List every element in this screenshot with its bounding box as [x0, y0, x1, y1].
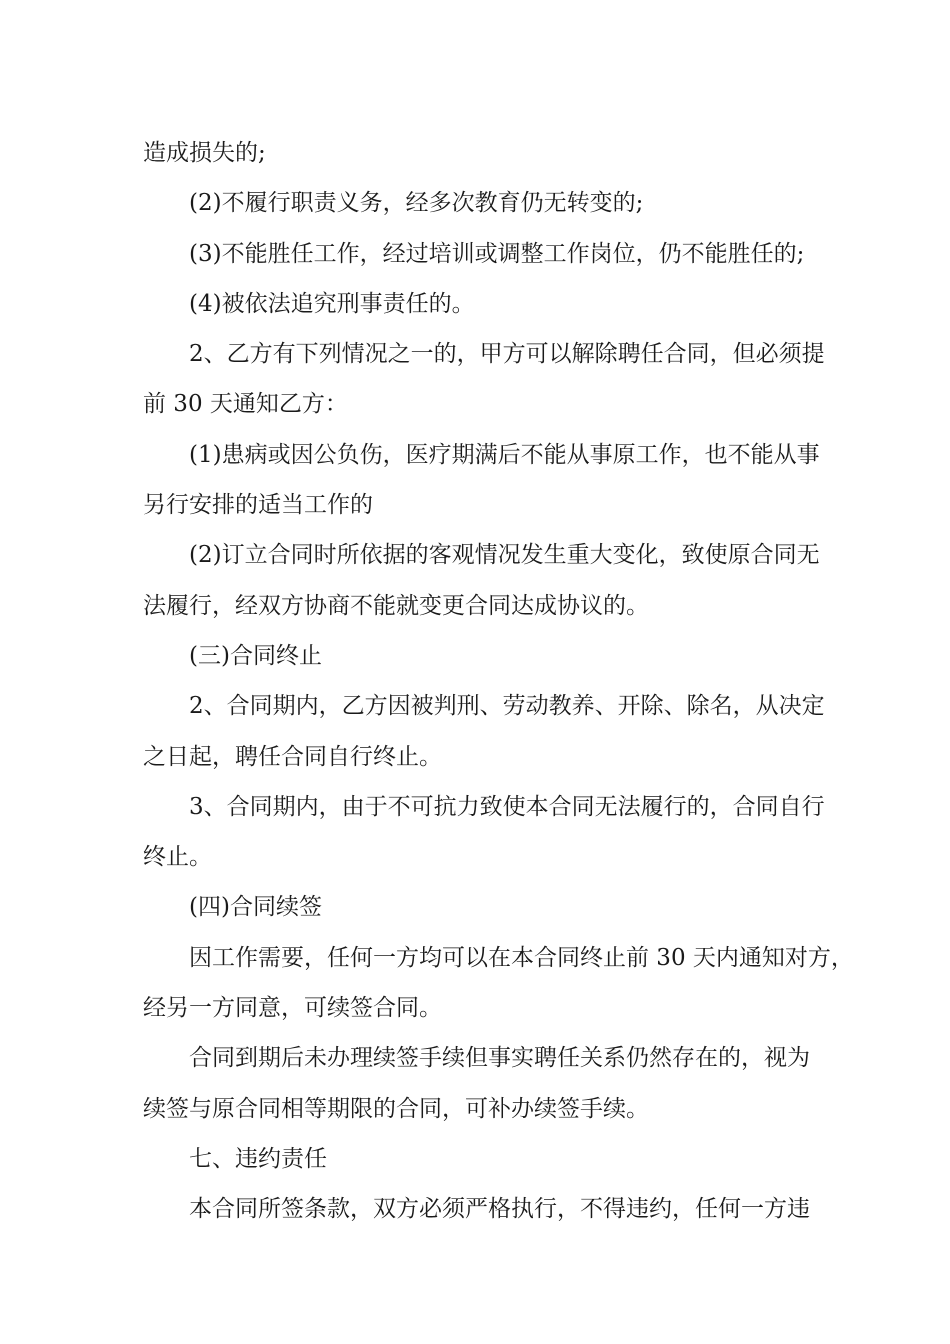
text-line: (4)被依法追究刑事责任的。: [189, 290, 475, 317]
text-line: (1)患病或因公负伤，医疗期满后不能从事原工作，也不能从事: [189, 441, 820, 468]
text-line: 造成损失的;: [143, 140, 266, 166]
text-line: 本合同所签条款，双方必须严格执行，不得违约，任何一方违: [189, 1196, 810, 1223]
text-line: (2)不履行职责义务，经多次教育仍无转变的;: [189, 190, 644, 217]
text-line: 另行安排的适当工作的: [143, 492, 373, 519]
text-line: 3、合同期内，由于不可抗力致使本合同无法履行的，合同自行: [189, 793, 825, 820]
text-line: (3)不能胜任工作，经过培训或调整工作岗位，仍不能胜任的;: [189, 240, 805, 267]
text-line: 之日起，聘任合同自行终止。: [143, 743, 442, 770]
text-line: 续签与原合同相等期限的合同，可补办续签手续。: [143, 1095, 649, 1122]
section-heading: 七、违约责任: [189, 1145, 327, 1172]
text-line: 2、乙方有下列情况之一的，甲方可以解除聘任合同，但必须提: [189, 341, 825, 368]
text-line: 合同到期后未办理续签手续但事实聘任关系仍然存在的，视为: [189, 1045, 810, 1072]
text-line: 前 30 天通知乙方：: [143, 391, 348, 418]
document-body: [143, 128, 854, 1235]
section-heading: (四)合同续签: [189, 894, 322, 921]
text-line: (2)订立合同时所依据的客观情况发生重大变化，致使原合同无: [189, 542, 820, 569]
section-heading: (三)合同终止: [189, 642, 322, 669]
text-line: 终止。: [143, 844, 212, 871]
text-line: 因工作需要，任何一方均可以在本合同终止前 30 天内通知对方，: [189, 944, 854, 971]
text-line: 经另一方同意，可续签合同。: [143, 995, 442, 1022]
text-line: 2、合同期内，乙方因被判刑、劳动教养、开除、除名，从决定: [189, 693, 825, 720]
text-line: 法履行，经双方协商不能就变更合同达成协议的。: [143, 592, 649, 619]
